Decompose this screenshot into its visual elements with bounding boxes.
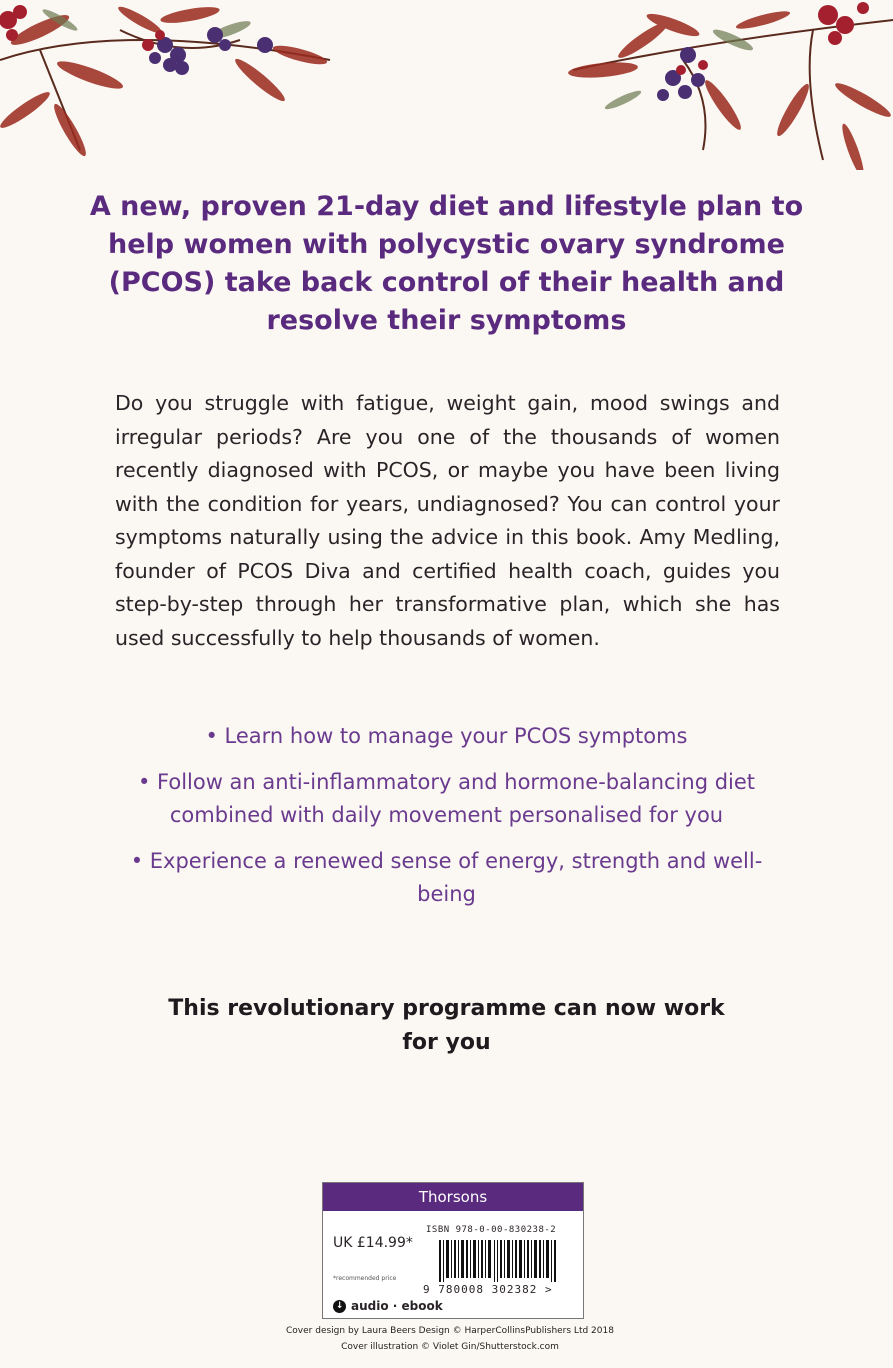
design-credit: Cover design by Laura Beers Design © HarperCollinsPublishers Ltd 2018 xyxy=(286,1326,614,1336)
barcode xyxy=(439,1240,557,1282)
book-description: Do you struggle with fatigue, weight gain, mood swings and irregular periods? Are you one of the thousands of women recently diagnosed with PCOS, or maybe you have been living with the condition for years, undiagnosed? You can control your symptoms naturally using the advice in this book. Amy Medling, founder of PCOS Diva and certified health coach, guides you step-by-step through her transformative plan, which she has used successfully to help thousands of women. xyxy=(115,391,780,650)
benefit-item: • Experience a renewed sense of energy, strength and well-being xyxy=(130,848,763,906)
barcode-panel xyxy=(322,1182,584,1319)
back-cover-headline: A new, proven 21-day diet and lifestyle plan to help women with polycystic ovary syndrome (PCOS) take back control of their health and resolve their symptoms xyxy=(89,191,804,336)
isbn-label: ISBN 978-0-00-830238-2 xyxy=(426,1225,557,1235)
publisher-name: Thorsons xyxy=(323,1183,583,1211)
price: UK £14.99* xyxy=(333,1235,413,1251)
benefit-item: • Follow an anti-inflammatory and hormone-balancing diet combined with daily movement personalised for you xyxy=(137,769,756,827)
illustration-credit: Cover illustration © Violet Gin/Shutterstock.com xyxy=(341,1342,559,1352)
cover-credits xyxy=(250,1323,650,1355)
formats-label: audio · ebook xyxy=(351,1299,443,1313)
tagline: This revolutionary programme can now work for you xyxy=(168,996,725,1055)
foliage-illustration-left xyxy=(0,0,340,170)
benefit-list xyxy=(120,720,773,924)
download-icon: ↓ xyxy=(333,1300,346,1313)
foliage-illustration-right xyxy=(563,0,893,170)
recommended-price-note: *recommended price xyxy=(333,1275,397,1282)
formats-row xyxy=(333,1299,443,1313)
benefit-item: • Learn how to manage your PCOS symptoms xyxy=(205,724,688,748)
barcode-digits: 9 780008 302382 > xyxy=(423,1283,553,1296)
